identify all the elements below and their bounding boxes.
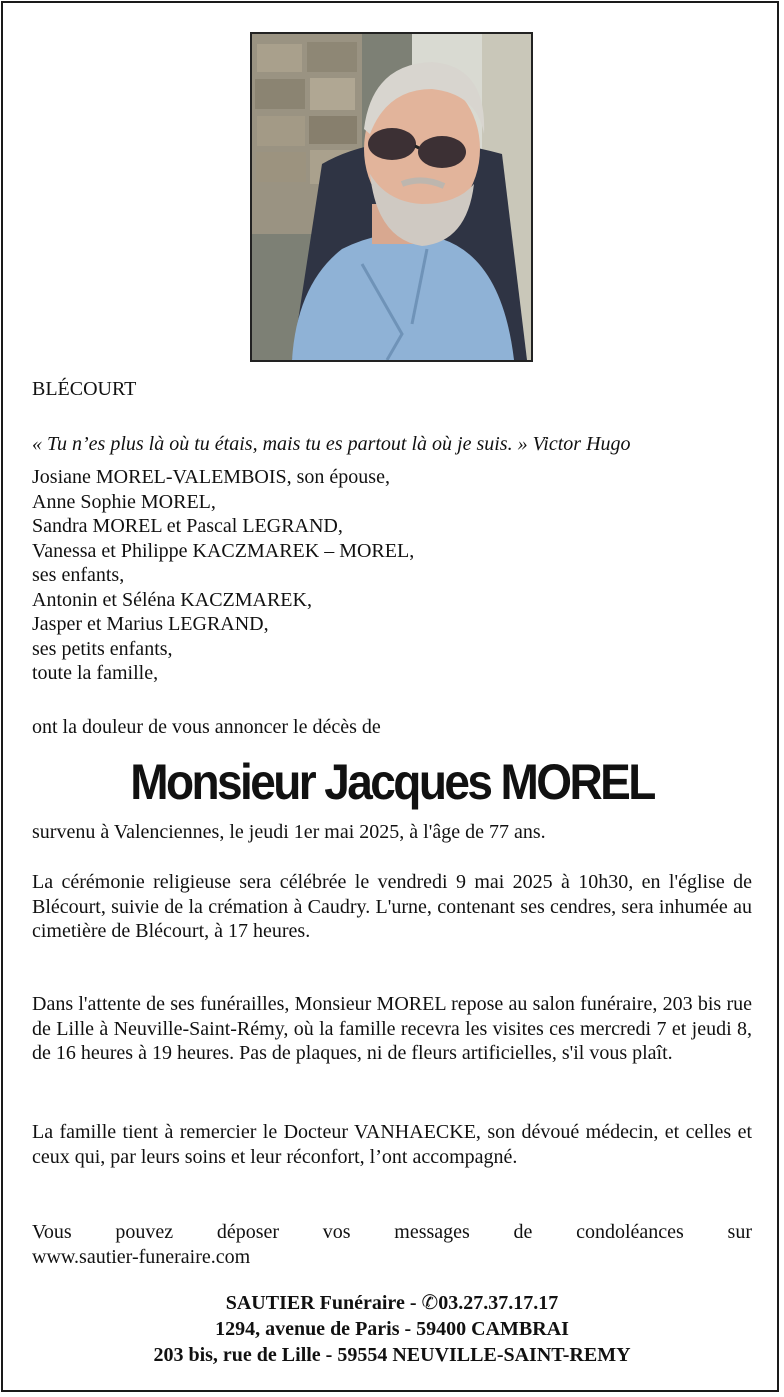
family-line: ses petits enfants, [32,637,173,660]
family-line: Antonin et Séléna KACZMAREK, [32,588,312,611]
footer-address-neuville: 203 bis, rue de Lille - 59554 NEUVILLE-SAINT-REMY [153,1344,631,1366]
ceremony-paragraph: La cérémonie religieuse sera célébrée le vendredi 9 mai 2025 à 10h30, en l'église de Blécourt, suivie de la crémation à Caudry. L'urne, contenant ses cendres, sera inhumée au cimetière de Blécourt, à 17 heures. [32,871,752,942]
portrait-photo [250,32,533,362]
family-line: Jasper et Marius LEGRAND, [32,613,269,635]
family-line: Sandra MOREL et Pascal LEGRAND, [32,515,343,537]
family-line: Vanessa et Philippe KACZMAREK – MOREL, [32,539,415,562]
funeral-home-footer [0,1290,784,1368]
epitaph-quote [32,432,752,457]
condolences-text: Vous pouvez déposer vos messages de condoléances sur [32,1221,752,1243]
family-line: Anne Sophie MOREL, [32,490,216,513]
thanks-paragraph: La famille tient à remercier le Docteur VANHAECKE, son dévoué médecin, et celles et ceux qui, par leurs soins et leur réconfort, l’ont accompagné. [32,1121,752,1168]
quote-text: « Tu n’es plus là où tu étais, mais tu es partout là où je suis. » [32,433,528,455]
deceased-name: Monsieur Jacques MOREL [130,754,654,810]
announcement: ont la douleur de vous annoncer le décès de [32,716,381,738]
funeral-home-paragraph: Dans l'attente de ses funérailles, Monsieur MOREL repose au salon funéraire, 203 bis rue de Lille à Neuville-Saint-Rémy, où la famille recevra les visites ces mercredi 7 et jeudi 8, de 16 heures à 19 heures. Pas de plaques, ni de fleurs artificielles, s'il vous plaît. [32,993,752,1064]
family-line: ses enfants, [32,564,125,586]
condolences-url[interactable]: www.sautier-funeraire.com [32,1245,251,1268]
footer-company-line [0,1290,784,1316]
family-line: toute la famille, [32,662,159,684]
town-name: BLÉCOURT [32,378,137,400]
condolences-paragraph [32,1220,752,1269]
phone-icon: ✆ [421,1292,439,1314]
company-name: SAUTIER Funéraire - [225,1292,417,1314]
footer-address-cambrai: 1294, avenue de Paris - 59400 CAMBRAI [215,1318,569,1340]
phone-number[interactable]: 03.27.37.17.17 [438,1292,559,1314]
family-list [32,465,752,686]
death-info: survenu à Valenciennes, le jeudi 1er mai 2025, à l'âge de 77 ans. [32,821,546,843]
family-line: Josiane MOREL-VALEMBOIS, son épouse, [32,466,390,488]
quote-author: Victor Hugo [532,433,631,455]
